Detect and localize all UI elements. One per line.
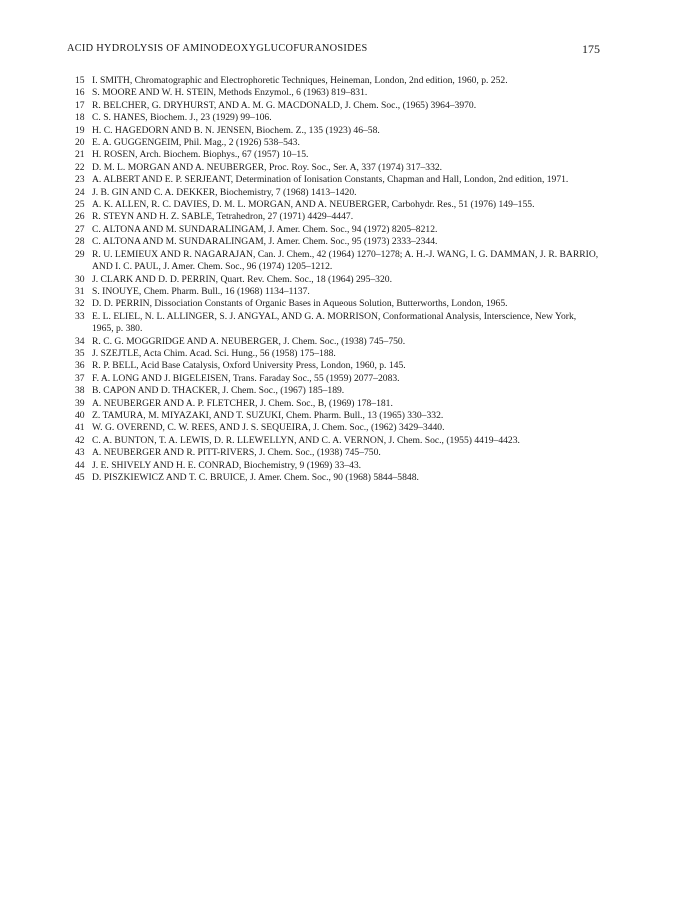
reference-text: C. ALTONA AND M. SUNDARALINGAM, J. Amer. Chem. Soc., 94 (1972) 8205–8212. [92, 223, 438, 235]
reference-item [75, 174, 600, 186]
reference-text: R. BELCHER, G. DRYHURST, AND A. M. G. MACDONALD, J. Chem. Soc., (1965) 3964–3970. [92, 99, 477, 111]
reference-text: B. CAPON AND D. THACKER, J. Chem. Soc., (1967) 185–189. [92, 385, 345, 397]
reference-item [75, 112, 600, 124]
reference-number: 15 [75, 75, 85, 86]
reference-item [75, 224, 600, 236]
reference-item [75, 137, 600, 149]
reference-item [75, 149, 600, 161]
reference-item [75, 410, 600, 422]
reference-item [75, 336, 600, 348]
reference-text: E. L. ELIEL, N. L. ALLINGER, S. J. ANGYAL, AND G. A. MORRISON, Conformational Analysis, Interscience, New York, 1965, p. 380. [92, 310, 577, 335]
reference-item [75, 298, 600, 310]
reference-item [75, 125, 600, 137]
reference-text: H. ROSEN, Arch. Biochem. Biophys., 67 (1957) 10–15. [92, 149, 309, 161]
reference-number: 44 [75, 459, 85, 471]
reference-text: E. A. GUGGENGEIM, Phil. Mag., 2 (1926) 538–543. [92, 137, 300, 149]
reference-number: 16 [75, 87, 85, 99]
reference-number: 36 [75, 360, 85, 372]
reference-number: 38 [75, 385, 85, 397]
reference-number: 25 [75, 199, 85, 211]
reference-number: 22 [75, 161, 85, 173]
reference-number: 39 [75, 397, 85, 409]
reference-text: A. NEUBERGER AND A. P. FLETCHER, J. Chem. Soc., B, (1969) 178–181. [92, 397, 393, 409]
reference-item [75, 249, 600, 274]
reference-text: C. S. HANES, Biochem. J., 23 (1929) 99–106. [92, 112, 272, 124]
reference-text: A. ALBERT AND E. P. SERJEANT, Determination of Ionisation Constants, Chapman and Hall, London, 2nd edition, 1971. [92, 174, 569, 186]
running-title: ACID HYDROLYSIS OF AMINODEOXYGLUCOFURANOSIDES [67, 43, 368, 54]
reference-text: J. SZEJTLE, Acta Chim. Acad. Sci. Hung., 56 (1958) 175–188. [92, 347, 336, 359]
reference-item [75, 236, 600, 248]
reference-item [75, 75, 600, 87]
reference-item [75, 286, 600, 298]
reference-item [75, 385, 600, 397]
reference-number: 17 [75, 99, 85, 111]
reference-number: 26 [75, 211, 85, 223]
reference-text: D. D. PERRIN, Dissociation Constants of Organic Bases in Aqueous Solution, Butterworths, London, 1965. [92, 298, 508, 310]
reference-text: D. PISZKIEWICZ AND T. C. BRUICE, J. Amer. Chem. Soc., 90 (1968) 5844–5848. [92, 472, 419, 483]
reference-number: 24 [75, 186, 85, 198]
reference-item [75, 422, 600, 434]
reference-number: 23 [75, 174, 85, 186]
reference-item [75, 211, 600, 223]
reference-number: 28 [75, 236, 85, 248]
reference-item [75, 348, 600, 360]
reference-text: F. A. LONG AND J. BIGELEISEN, Trans. Faraday Soc., 55 (1959) 2077–2083. [92, 372, 400, 384]
reference-number: 29 [75, 248, 85, 260]
reference-item [75, 187, 600, 199]
reference-number: 42 [75, 434, 85, 446]
reference-list [75, 75, 600, 484]
reference-number: 31 [75, 285, 85, 297]
reference-text: J. E. SHIVELY AND H. E. CONRAD, Biochemistry, 9 (1969) 33–43. [92, 459, 362, 471]
reference-text: R. U. LEMIEUX AND R. NAGARAJAN, Can. J. Chem., 42 (1964) 1270–1278; A. H.-J. WANG, I. G. DAMMAN, J. R. BARRIO, AND I. C. PAUL, J. Amer. Chem. Soc., 96 (1974) 1205–1212. [92, 248, 599, 273]
reference-text: A. NEUBERGER AND R. PITT-RIVERS, J. Chem. Soc., (1938) 745–750. [92, 447, 381, 459]
reference-number: 27 [75, 223, 85, 235]
reference-item [75, 199, 600, 211]
reference-item [75, 360, 600, 372]
reference-number: 40 [75, 409, 85, 421]
reference-item [75, 87, 600, 99]
reference-text: W. G. OVEREND, C. W. REES, AND J. S. SEQUEIRA, J. Chem. Soc., (1962) 3429–3440. [92, 422, 445, 434]
reference-item [75, 311, 600, 336]
reference-text: J. CLARK AND D. D. PERRIN, Quart. Rev. Chem. Soc., 18 (1964) 295–320. [92, 273, 392, 285]
reference-text: H. C. HAGEDORN AND B. N. JENSEN, Biochem. Z., 135 (1923) 46–58. [92, 124, 380, 136]
reference-text: Z. TAMURA, M. MIYAZAKI, AND T. SUZUKI, Chem. Pharm. Bull., 13 (1965) 330–332. [92, 409, 444, 421]
reference-item [75, 373, 600, 385]
reference-item [75, 472, 600, 484]
reference-number: 35 [75, 347, 85, 359]
reference-number: 30 [75, 273, 85, 285]
reference-item [75, 435, 600, 447]
reference-text: R. C. G. MOGGRIDGE AND A. NEUBERGER, J. Chem. Soc., (1938) 745–750. [92, 335, 406, 347]
reference-number: 37 [75, 372, 85, 384]
reference-number: 32 [75, 298, 85, 310]
reference-number: 19 [75, 124, 85, 136]
page-number: 175 [582, 42, 600, 56]
reference-text: D. M. L. MORGAN AND A. NEUBERGER, Proc. Roy. Soc., Ser. A, 337 (1974) 317–332. [92, 161, 443, 173]
reference-number: 18 [75, 112, 85, 124]
reference-number: 20 [75, 137, 85, 149]
reference-number: 33 [75, 310, 85, 322]
reference-number: 34 [75, 335, 85, 347]
reference-item [75, 162, 600, 174]
reference-text: R. STEYN AND H. Z. SABLE, Tetrahedron, 27 (1971) 4429–4447. [92, 211, 354, 223]
reference-item [75, 460, 600, 472]
reference-text: C. ALTONA AND M. SUNDARALINGAM, J. Amer. Chem. Soc., 95 (1973) 2333–2344. [92, 236, 438, 248]
page-header [67, 43, 600, 59]
reference-number: 43 [75, 447, 85, 459]
reference-item [75, 398, 600, 410]
reference-number: 45 [75, 472, 85, 483]
reference-text: J. B. GIN AND C. A. DEKKER, Biochemistry, 7 (1968) 1413–1420. [92, 186, 357, 198]
reference-item [75, 447, 600, 459]
reference-number: 21 [75, 149, 85, 161]
reference-text: S. MOORE AND W. H. STEIN, Methods Enzymol., 6 (1963) 819–831. [92, 87, 368, 99]
reference-text: R. P. BELL, Acid Base Catalysis, Oxford University Press, London, 1960, p. 145. [92, 360, 406, 372]
reference-number: 41 [75, 422, 85, 434]
reference-text: S. INOUYE, Chem. Pharm. Bull., 16 (1968) 1134–1137. [92, 285, 310, 297]
reference-item [75, 100, 600, 112]
reference-text: A. K. ALLEN, R. C. DAVIES, D. M. L. MORGAN, AND A. NEUBERGER, Carbohydr. Res., 51 (1976) 149–155. [92, 199, 535, 211]
reference-text: I. SMITH, Chromatographic and Electrophoretic Techniques, Heineman, London, 2nd edition, 1960, p. 252. [92, 75, 508, 86]
reference-text: C. A. BUNTON, T. A. LEWIS, D. R. LLEWELLYN, AND C. A. VERNON, J. Chem. Soc., (1955) 4419–4423. [92, 434, 520, 446]
reference-item [75, 274, 600, 286]
